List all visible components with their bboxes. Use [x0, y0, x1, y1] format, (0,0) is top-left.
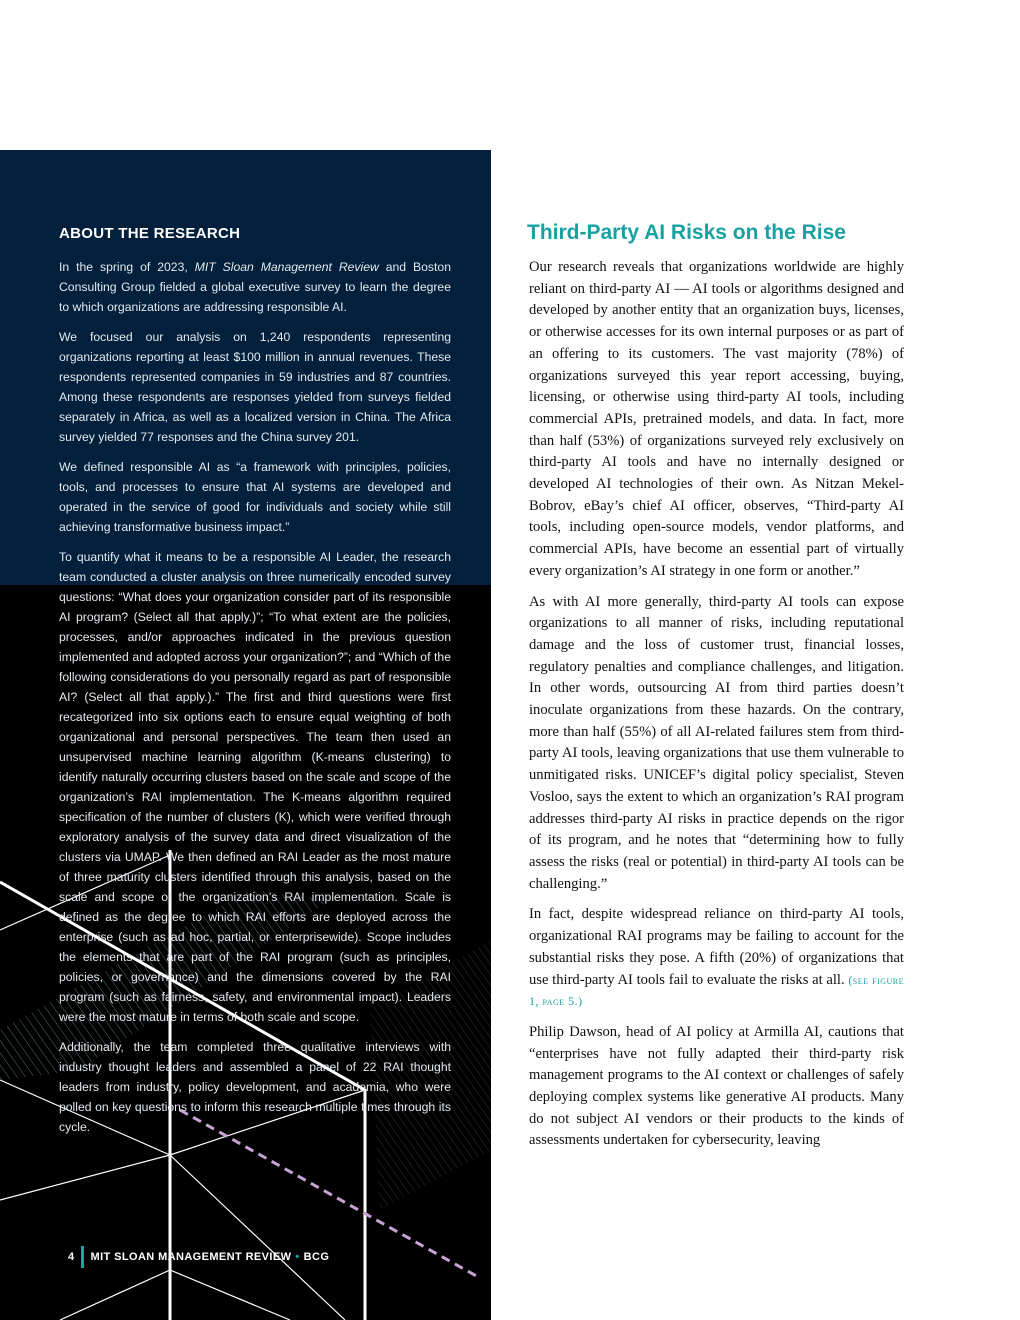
p3-text: In fact, despite widespread reliance on third-party AI tools, organizational RAI programs may be failing to account for the substantial risks they pose. A fifth (20%) of organizations that use third-party AI tools fail to evaluate the risks at all. — [529, 906, 904, 988]
sidebar-heading: ABOUT THE RESEARCH — [59, 225, 241, 242]
article-body — [527, 257, 904, 1152]
article-paragraph-4: Philip Dawson, head of AI policy at Armilla AI, cautions that “enterprises have not fully adapted their third-party risk management programs to the AI context or challenges of safely deploying complex systems like generative AI products. Many do not subject AI vendors or their products to the kinds of assessments undertaken for cybersecurity, leaving — [529, 1023, 904, 1149]
footer-separator: • — [295, 1251, 300, 1263]
sidebar-paragraph-3: We defined responsible AI as “a framework with principles, policies, tools, and processes to ensure that AI systems are developed and operated in the service of good for individuals and society while still achieving transformative business impact.” — [59, 460, 451, 534]
footer-accent-bar — [81, 1246, 84, 1268]
page-footer — [68, 1246, 329, 1268]
footer-publication: MIT SLOAN MANAGEMENT REVIEW — [90, 1251, 292, 1263]
article-paragraph-2: As with AI more generally, third-party AI tools can expose organizations to all manner of risks, including reputational damage and the loss of customer trust, financial losses, regulatory penalties and compliance challenges, and litigation. In other words, outsourcing AI from third parties doesn’t inoculate organizations from these hazards. On the contrary, more than half (55%) of all AI-related failures stem from third-party AI tools, leaving organizations that use them vulnerable to unmitigated risks. UNICEF’s digital policy specialist, Steven Vosloo, says the extent to which an organization’s RAI program addresses third-party AI risks in practice depends on the rigor of its program, and he notes that “determining how to fully assess the risks (real or potential) in third-party AI tools can be challenging.” — [529, 593, 904, 892]
about-research-sidebar — [0, 150, 491, 1320]
sidebar-paragraph-5: Additionally, the team completed three qualitative interviews with industry thought leaders and assembled a panel of 22 RAI thought leaders from industry, policy development, and academia, who were polled on key questions to inform this research multiple times through its cycle. — [59, 1040, 451, 1134]
publication-name: MIT Sloan Management Review — [194, 260, 379, 274]
sidebar-paragraph-4: To quantify what it means to be a responsible AI Leader, the research team conducted a cluster analysis on three numerically encoded survey questions: “What does your organization consider part of its responsible AI program? (Select all that apply.)”; “To what extent are the policies, processes, and/or approaches indicated in the previous question implemented and adopted across your organization?”; and “Which of the following considerations do you personally regard as part of responsible AI? (Select all that apply.).” The first and third questions were first recategorized into six options each to ensure equal weighting of both organizational and personal perspectives. The team then used an unsupervised machine learning algorithm (K-means clustering) to identify naturally occurring clusters based on the scale and scope of the organization’s RAI implementation. The K-means algorithm required specification of the number of clusters (K), which were verified through exploratory analysis of the survey data and direct visualization of the clusters via UMAP. We then defined an RAI Leader as the most mature of three maturity clusters identified through this analysis, based on the scale and scope of the organization’s RAI implementation. Scale is defined as the degree to which RAI efforts are deployed across the enterprise (such as ad hoc, partial, or enterprisewide). Scope includes the elements that are part of the RAI program (such as principles, policies, or governance) and the dimensions covered by the RAI program (such as fairness, safety, and environmental impact). Leaders were the most mature in terms of both scale and scope. — [59, 550, 451, 1024]
main-article — [527, 219, 904, 1161]
article-paragraph-3 — [529, 904, 904, 1013]
sidebar-paragraph-1 — [59, 257, 451, 317]
page-number: 4 — [68, 1251, 75, 1263]
figure-reference-link[interactable]: (see figure 1, page 5.) — [529, 972, 904, 1009]
sidebar-paragraph-2: We focused our analysis on 1,240 respondents representing organizations reporting at least $100 million in annual revenues. These respondents represented companies in 59 industries and 87 countries. Among these respondents are responses yielded from surveys fielded separately in Africa, as well as a localized version in China. The Africa survey yielded 77 responses and the China survey 201. — [59, 330, 451, 444]
footer-partner: BCG — [303, 1251, 330, 1263]
p1-after: and Boston Consulting Group fielded a global executive survey to learn the degree to which organizations are addressing responsible AI. — [59, 260, 451, 314]
article-paragraph-1: Our research reveals that organizations worldwide are highly reliant on third-party AI — AI tools or algorithms designed and developed by another entity that an organization buys, licenses, or otherwise accesses for its own internal purposes or as part of an offering to its customers. The vast majority (78%) of organizations surveyed this year report accessing, buying, licensing, or otherwise using third-party AI tools, including commercial APIs, pretrained models, and data. In fact, more than half (53%) of organizations surveyed rely exclusively on third-party AI tools and have no internally designed or developed AI technologies of their own. As Nitzan Mekel-Bobrov, eBay’s chief AI officer, observes, “Third-party AI tools, including open-source models, vendor platforms, and commercial APIs, have become an essential part of virtually every organization’s AI strategy in one form or another.” — [529, 259, 904, 579]
article-title: Third-Party AI Risks on the Rise — [527, 221, 846, 244]
sidebar-content — [59, 224, 451, 1147]
p1-before: In the spring of 2023, — [59, 260, 195, 274]
